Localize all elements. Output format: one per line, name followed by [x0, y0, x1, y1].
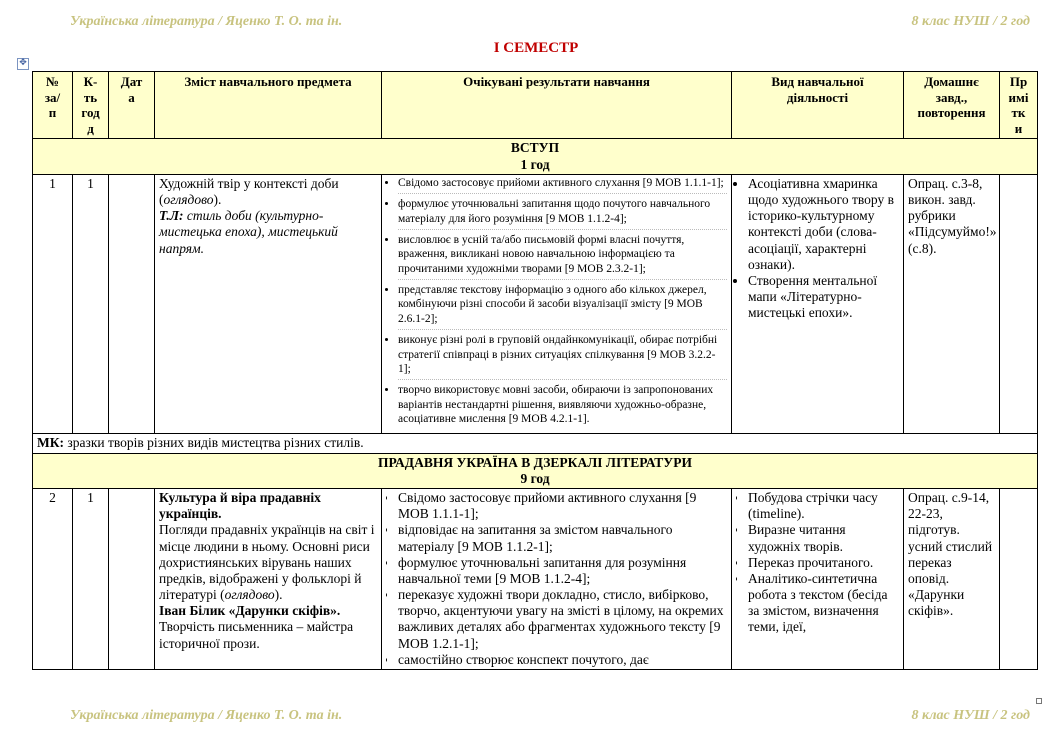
- page-header-left: Українська література / Яценко Т. О. та ін.: [70, 14, 343, 29]
- list-item: • творчо використовує мовні засоби, обираючи із запропонованих варіантів нестандартні рішення, виявляючи художньо-образне, асоціативне мислення [9 МОВ 4.2.1-1].: [398, 383, 727, 429]
- list-item: • Переказ прочитаного.: [748, 555, 899, 571]
- lesson-num: 1: [33, 174, 73, 434]
- list-item: • переказує художні твори докладно, стисло, вибірково, творчо, акцентуючи увагу на змісті в цілому, на окремих важливих деталях або фрагментах художнього тексту [9 МОВ 1.2.1-1];: [398, 587, 727, 652]
- page-footer: [70, 708, 1030, 726]
- section-row-intro: [33, 139, 1038, 174]
- col-header-num: № за/ п: [33, 72, 73, 139]
- list-item: • формулює уточнювальні запитання для розуміння навчальної теми [9 МОВ 1.1.2-4];: [398, 555, 727, 587]
- list-item: • висловлює в усній та/або письмовій формі власні почуття, враження, викликані новою навчальною інформацією та прочитаними художніми творами [9 МОВ 2.3.2-1];: [398, 233, 727, 280]
- section-title: ПРАДАВНЯ УКРАЇНА В ДЗЕРКАЛІ ЛІТЕРАТУРИ: [378, 454, 692, 470]
- section-hours: 1 год: [520, 156, 550, 172]
- lesson-content: Культура й віра прадавніх українців. Погляди прадавніх українців на світ і місце людини в ньому. Основні риси дохристиянських вірувань наших предків, відображені у фольклорі й літературі (оглядово). Іван Білик «Дарунки скіфів». Творчість письменника – майстра історичної прози.: [155, 488, 382, 669]
- list-item: • формулює уточнювальні запитання щодо почутого навчального матеріалу для його розуміння [9 МОВ 1.1.2-4];: [398, 197, 727, 230]
- col-header-homework: Домашнє завд., повторення: [904, 72, 1000, 139]
- list-item: • Виразне читання художніх творів.: [748, 522, 899, 554]
- list-item: • відповідає на запитання за змістом навчального матеріалу [9 МОВ 1.1.2-1];: [398, 522, 727, 554]
- list-item: • Свідомо застосовує прийоми активного слухання [9 МОВ 1.1.1-1];: [398, 176, 727, 194]
- list-item: • представляє текстову інформацію з одного або кількох джерел, комбінуючи різні способи й засоби візуалізації змісту [9 МОВ 2.6.1-2];: [398, 283, 727, 330]
- lesson-content: Художній твір у контексті доби (оглядово). Т.Л: стиль доби (культурно-мистецька епоха), мистецький напрям.: [155, 174, 382, 434]
- lesson-activities: [732, 174, 904, 434]
- semester-title: І СЕМЕСТР: [493, 40, 579, 56]
- table-row: [33, 488, 1038, 669]
- list-item: • Свідомо застосовує прийоми активного слухання [9 МОВ 1.1.1-1];: [398, 490, 727, 522]
- list-item: • Створення ментальної мапи «Літературно-мистецькі епохи».: [748, 273, 899, 322]
- curriculum-table: [32, 71, 1038, 670]
- table-header-row: [33, 72, 1038, 139]
- col-header-activity: Вид навчальної діяльності: [732, 72, 904, 139]
- table-move-handle-icon[interactable]: ✥: [17, 58, 29, 70]
- col-header-hours: К- ть год д: [73, 72, 109, 139]
- list-item: • самостійно створює конспект почутого, дає: [398, 652, 727, 668]
- lesson-results: [382, 174, 732, 434]
- list-item: • Побудова стрічки часу (timeline).: [748, 490, 899, 522]
- lesson-num: 2: [33, 488, 73, 669]
- lesson-date: [109, 174, 155, 434]
- col-header-content: Зміст навчального предмета: [155, 72, 382, 139]
- table-row: [33, 174, 1038, 434]
- lesson-activities: [732, 488, 904, 669]
- table-resize-handle[interactable]: [1036, 698, 1042, 704]
- lesson-homework: Опрац. с.9-14, 22-23, підготув. усний стислий переказ оповід. «Дарунки скіфів».: [904, 488, 1000, 669]
- lesson-hours: 1: [73, 174, 109, 434]
- lesson-homework: Опрац. с.3-8, викон. завд. рубрики «Підсумуймо!» (с.8).: [904, 174, 1000, 434]
- mk-row: [33, 434, 1038, 453]
- lesson-hours: 1: [73, 488, 109, 669]
- list-item: • Аналітико-синтетична робота з текстом (бесіда за змістом, визначення теми, ідеї,: [748, 571, 899, 636]
- lesson-notes: [1000, 174, 1038, 434]
- page-header: [70, 14, 1030, 32]
- page-footer-right: 8 клас НУШ / 2 год: [911, 708, 1030, 723]
- list-item: • Асоціативна хмаринка щодо художнього твору в історико-культурному контексті доби (слова-асоціації, характерні ознаки).: [748, 176, 899, 273]
- lesson-notes: [1000, 488, 1038, 669]
- col-header-notes: Пр имі тк и: [1000, 72, 1038, 139]
- page-header-right: 8 клас НУШ / 2 год: [911, 14, 1030, 29]
- col-header-results: Очікувані результати навчання: [382, 72, 732, 139]
- mk-text: зразки творів різних видів мистецтва різних стилів.: [64, 435, 364, 451]
- page-footer-left: Українська література / Яценко Т. О. та ін.: [70, 708, 343, 723]
- lesson-results: [382, 488, 732, 669]
- section-title: ВСТУП: [510, 140, 560, 156]
- lesson-date: [109, 488, 155, 669]
- section-hours: 9 год: [520, 470, 550, 486]
- section-row-ancient-ukraine: [33, 453, 1038, 488]
- mk-label: МК:: [37, 435, 65, 451]
- col-header-date: Дат а: [109, 72, 155, 139]
- list-item: • виконує різні ролі в груповій ондайнкомунікації, обирає потрібні стратегії співпраці в різних ситуаціях спілкування [9 МОВ 3.2.2-1];: [398, 333, 727, 380]
